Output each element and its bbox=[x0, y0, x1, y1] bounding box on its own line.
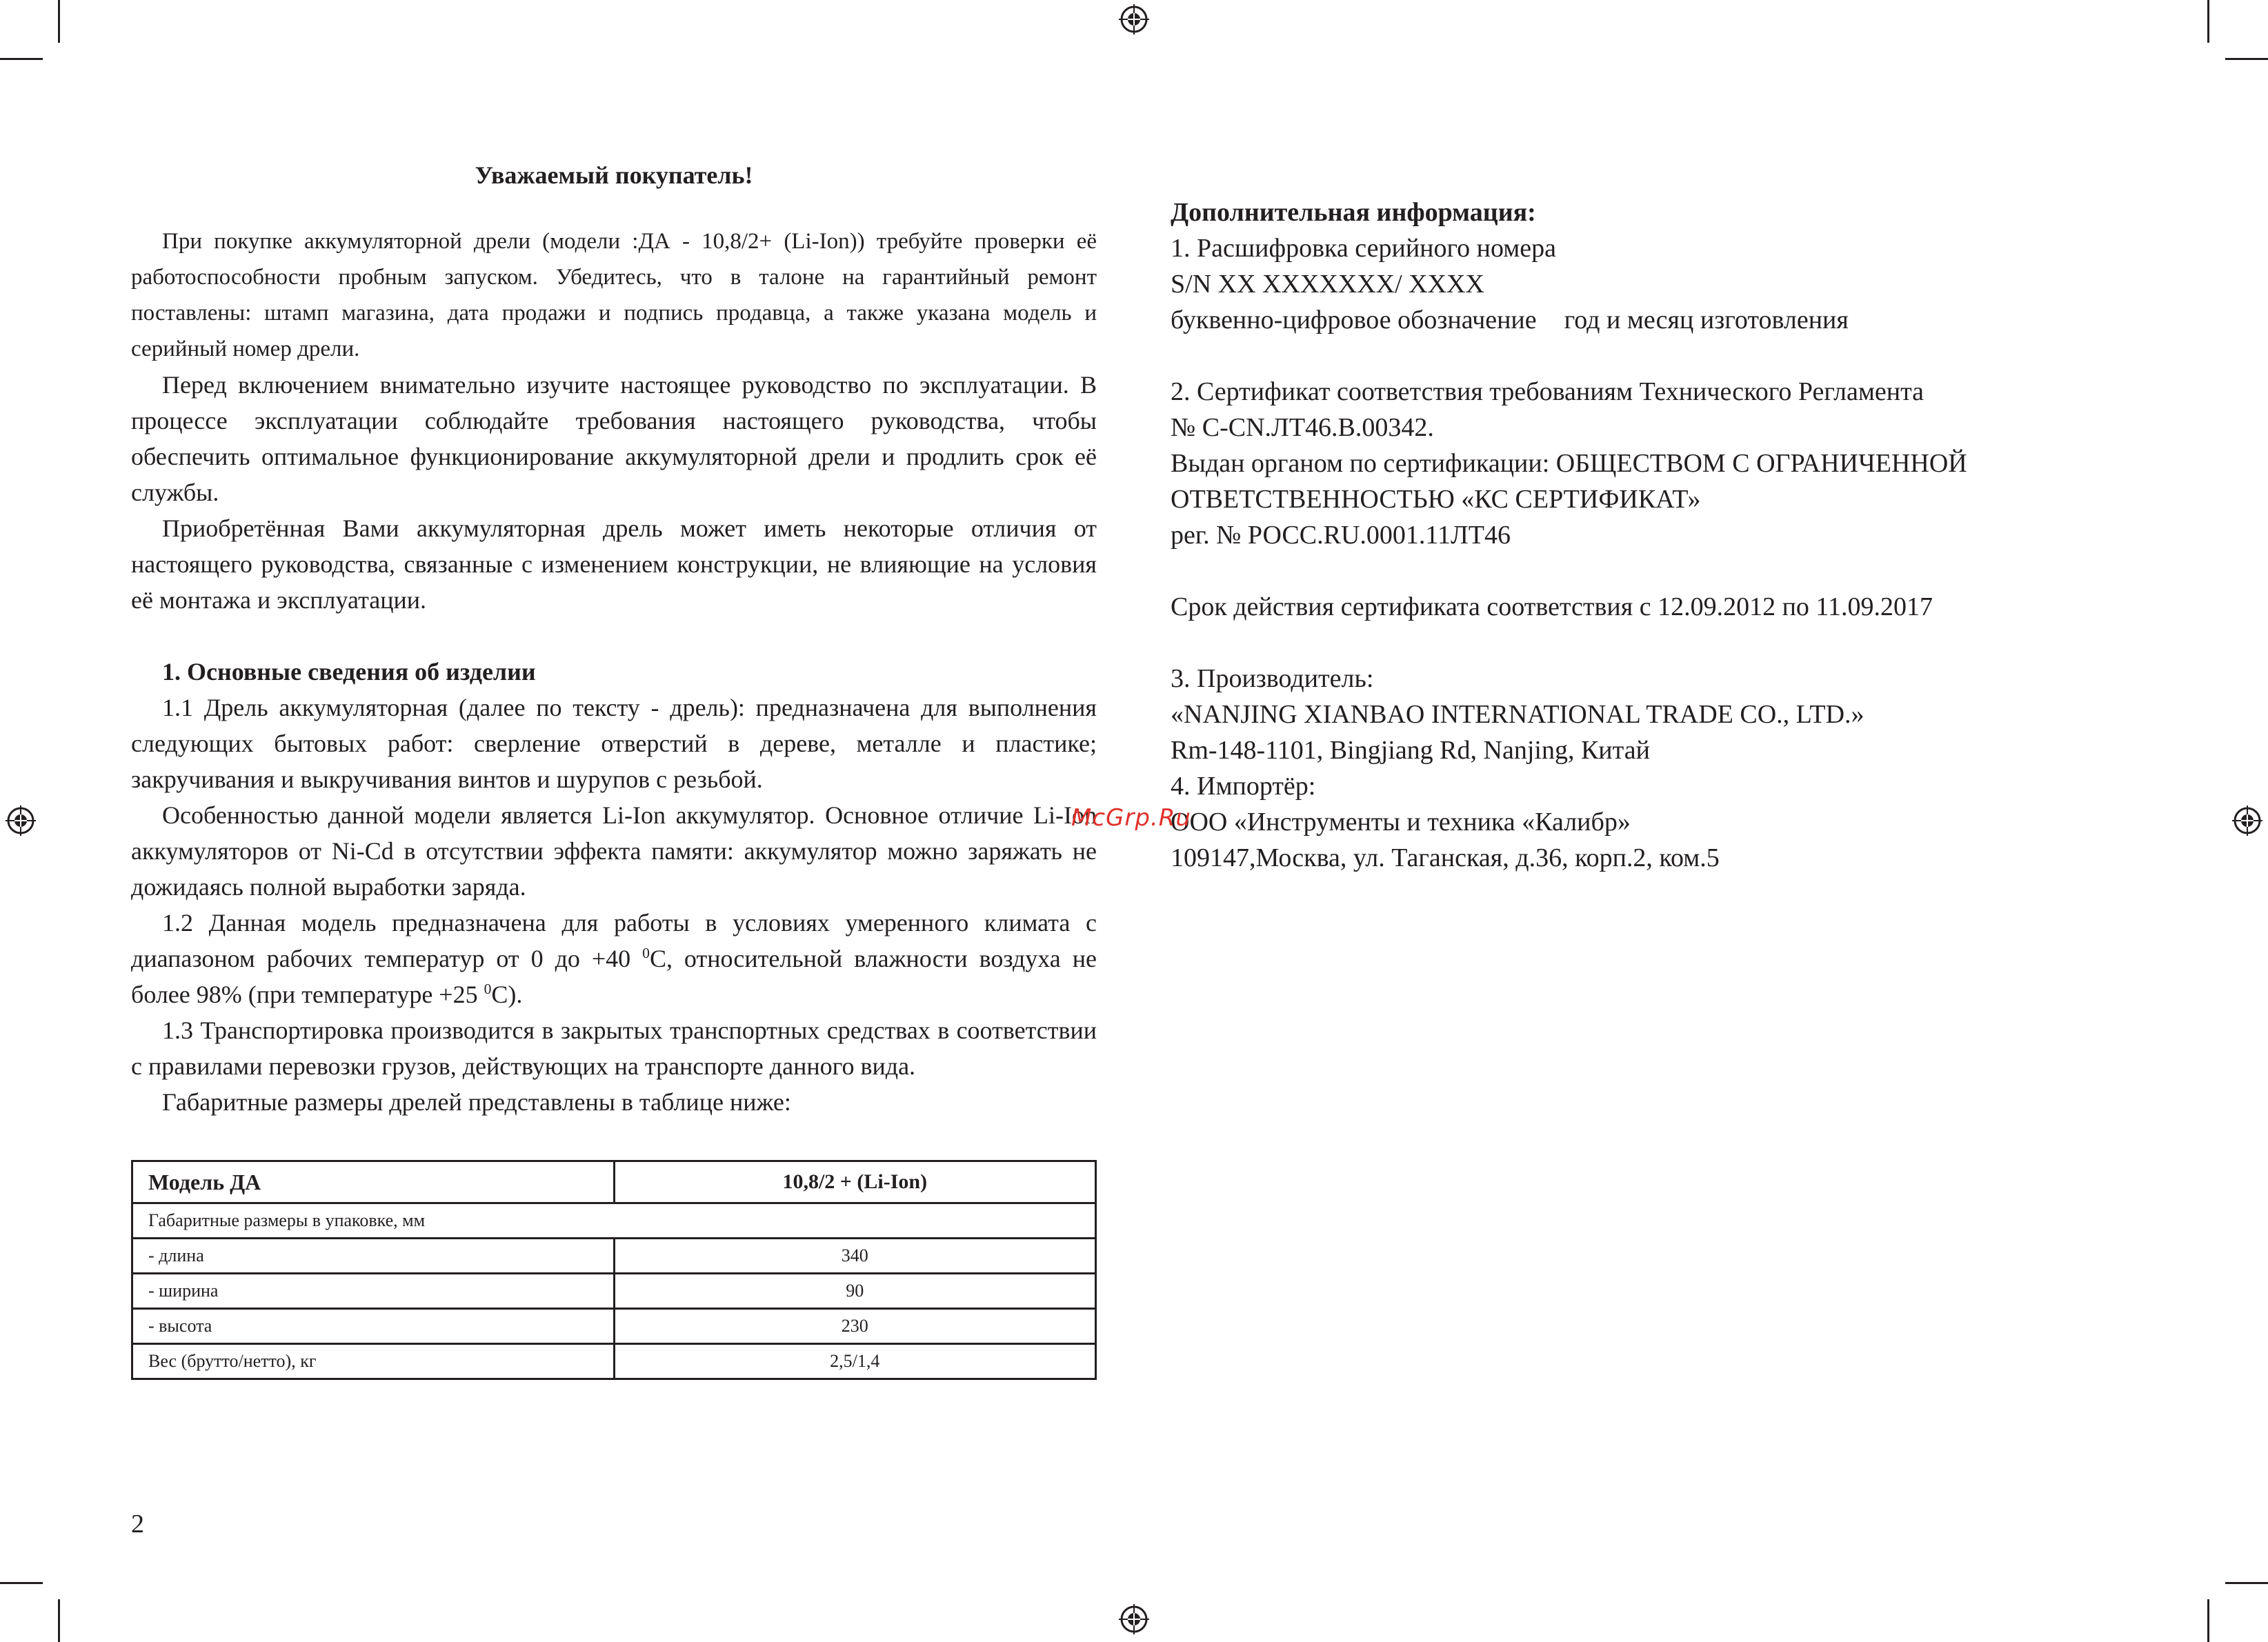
crop-mark bbox=[58, 1599, 60, 1642]
intro-paragraph: Перед включением внимательно изучите настоящее руководство по эксплуатации. В процессе эксплуатации соблюдайте требования настоящего руководства, чтобы обеспечить оптимальное функционирование аккумуляторной дрели и продлить срок её службы. bbox=[131, 371, 1097, 506]
table-cell-label: - высота bbox=[132, 1309, 615, 1344]
crop-mark bbox=[2207, 0, 2209, 43]
registration-mark-icon bbox=[2232, 805, 2262, 836]
registration-mark-icon bbox=[1119, 1604, 1149, 1634]
table-cell-label: - ширина bbox=[132, 1274, 615, 1309]
table-group-row bbox=[132, 1203, 1096, 1239]
table-header-model: Модель ДА bbox=[132, 1161, 615, 1203]
serial-legend bbox=[1171, 302, 2164, 338]
dimensions-table bbox=[131, 1160, 1097, 1380]
serial-format: S/N XX XXXXXXX/ XXXX bbox=[1171, 270, 1484, 299]
certificate-line: № C-CN.ЛТ46.В.00342. bbox=[1171, 413, 1434, 442]
table-row bbox=[132, 1344, 1096, 1379]
section-heading: 1. Основные сведения об изделии bbox=[162, 658, 536, 685]
intro-paragraph: При покупке аккумуляторной дрели (модели :ДА - 10,8/2+ (Li-Ion)) требуйте проверки её работоспособности пробным запуском. Убедитесь, что в талоне на гарантийный ремонт поставлены: штамп магазина, дата продажи и подпись продавца, а также указана модель и серийный номер дрели. bbox=[131, 229, 1097, 361]
crop-mark bbox=[0, 58, 43, 60]
intro-paragraph: Приобретённая Вами аккумуляторная дрель может иметь некоторые отличия от настоящего руководства, связанные с изменением конструкции, не влияющие на условия её монтажа и эксплуатации. bbox=[131, 514, 1097, 614]
table-cell-label: Вес (брутто/нетто), кг bbox=[132, 1344, 615, 1379]
transport-paragraph: 1.3 Транспортировка производится в закрытых транспортных средствах в соответствии с правилами перевозки грузов, действующих на транспорте данного вида. bbox=[131, 1017, 1097, 1080]
certificate-line: Выдан органом по сертификации: ОБЩЕСТВОМ С ОГРАНИЧЕННОЙ bbox=[1171, 449, 1967, 478]
page-number: 2 bbox=[131, 1510, 144, 1539]
serial-legend-left: буквенно-цифровое обозначение bbox=[1171, 306, 1537, 334]
crop-mark bbox=[2225, 58, 2268, 60]
table-group-label: Габаритные размеры в упаковке, мм bbox=[132, 1203, 1096, 1239]
climate-paragraph bbox=[131, 905, 1097, 1012]
certificate-validity: Срок действия сертификата соответствия с 12.09.2012 по 11.09.2017 bbox=[1171, 592, 1933, 621]
page-title: Уважаемый покупатель! bbox=[475, 161, 753, 189]
serial-legend-right: год и месяц изготовления bbox=[1564, 306, 1849, 334]
crop-mark bbox=[0, 1582, 43, 1584]
table-cell-value: 230 bbox=[614, 1309, 1095, 1344]
spacer bbox=[1171, 625, 2164, 661]
degree-sup: 0 bbox=[484, 981, 492, 997]
table-header-row bbox=[132, 1161, 1096, 1203]
importer-name: ООО «Инструменты и техника «Калибр» bbox=[1171, 808, 1631, 837]
table-cell-value: 340 bbox=[614, 1239, 1095, 1274]
table-cell-label: - длина bbox=[132, 1239, 615, 1274]
table-cell-value: 2,5/1,4 bbox=[614, 1344, 1095, 1379]
degree-sup: 0 bbox=[642, 945, 650, 961]
crop-mark bbox=[2225, 1582, 2268, 1584]
registration-mark-icon bbox=[6, 805, 36, 836]
left-column bbox=[131, 157, 1097, 1380]
table-intro-paragraph: Габаритные размеры дрелей представлены в таблице ниже: bbox=[162, 1088, 791, 1116]
manufacturer-label: 3. Производитель: bbox=[1171, 664, 1374, 693]
table-row bbox=[132, 1309, 1096, 1344]
right-column bbox=[1171, 194, 2164, 876]
registration-mark-icon bbox=[1119, 4, 1149, 34]
additional-info-heading: Дополнительная информация: bbox=[1171, 198, 1536, 227]
manufacturer-address: Rm-148-1101, Bingjiang Rd, Nanjing, Китай bbox=[1171, 736, 1650, 765]
crop-mark bbox=[58, 0, 60, 43]
climate-text: С, относительной влажности воздуха не более 98% (при температуре +25 bbox=[131, 945, 1097, 1008]
section-paragraph: 1.1 Дрель аккумуляторная (далее по тексту - дрель): предназначена для выполнения следующих бытовых работ: сверление отверстий в дереве, металле и пластике; закручивания и выкручивания винтов и шурупов с резьбой. bbox=[131, 694, 1097, 793]
table-cell-value: 90 bbox=[614, 1274, 1095, 1309]
climate-text: 1.2 Данная модель предназначена для работы в условиях умеренного климата с диапазоном рабочих температур от 0 до +40 bbox=[131, 909, 1097, 972]
importer-address: 109147,Москва, ул. Таганская, д.36, корп.2, ком.5 bbox=[1171, 843, 1720, 872]
manufacturer-name: «NANJING XIANBAO INTERNATIONAL TRADE CO., LTD.» bbox=[1171, 700, 1864, 729]
importer-label: 4. Импортёр: bbox=[1171, 772, 1316, 801]
certificate-line: рег. № РОСС.RU.0001.11ЛТ46 bbox=[1171, 521, 1511, 550]
crop-mark bbox=[2207, 1599, 2209, 1642]
table-header-value: 10,8/2 + (Li-Ion) bbox=[614, 1161, 1095, 1203]
climate-text: С). bbox=[491, 981, 523, 1008]
table-row bbox=[132, 1274, 1096, 1309]
spacer bbox=[1171, 553, 2164, 589]
certificate-line: ОТВЕТСТВЕННОСТЬЮ «КС СЕРТИФИКАТ» bbox=[1171, 485, 1701, 514]
serial-label: 1. Расшифровка серийного номера bbox=[1171, 234, 1557, 263]
table-row bbox=[132, 1239, 1096, 1274]
section-paragraph: Особенностью данной модели является Li-Ion аккумулятор. Основное отличие Li-Ion аккумуляторов от Ni-Cd в отсутствии эффекта памяти: аккумулятор можно заряжать не дожидаясь полной выработки заряда. bbox=[131, 801, 1097, 901]
watermark: McGrp.Ru bbox=[1071, 804, 1191, 832]
spacer bbox=[1171, 338, 2164, 374]
certificate-line: 2. Сертификат соответствия требованиям Технического Регламента bbox=[1171, 377, 1924, 406]
